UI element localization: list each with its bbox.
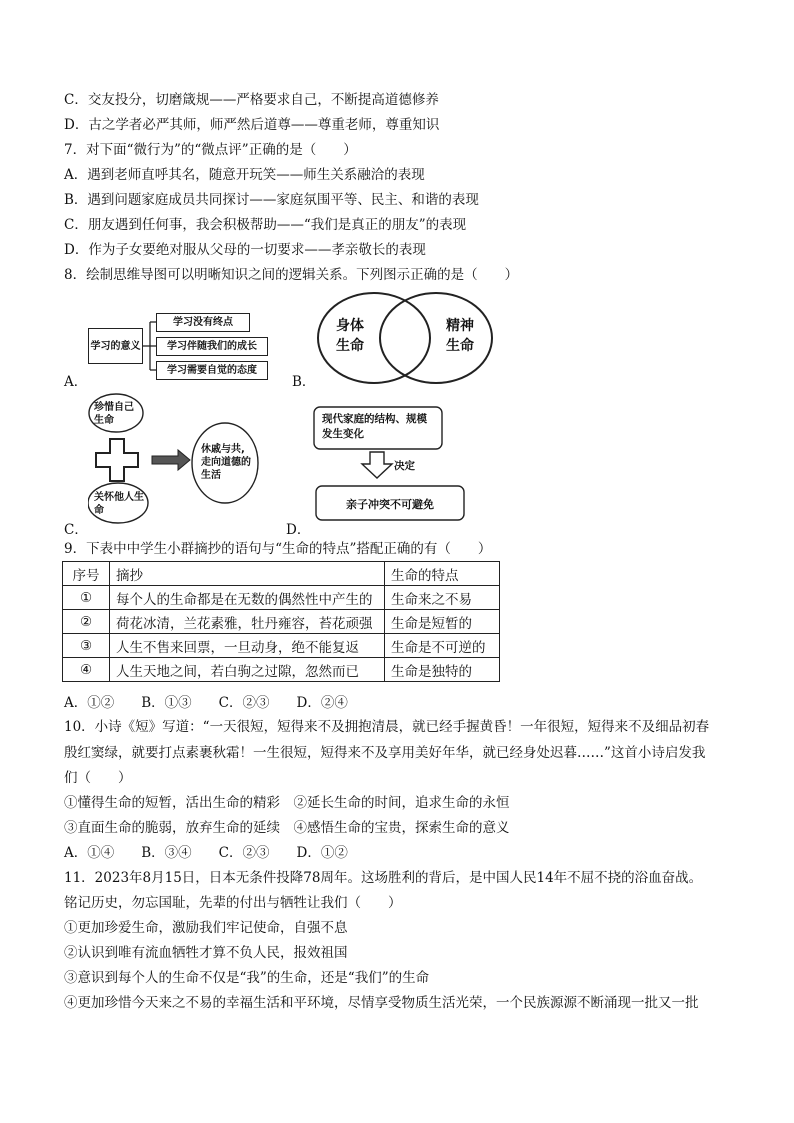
table-cell: 生命是短暂的: [385, 610, 500, 634]
q10-statements-2: ③直面生命的脆弱，放弃生命的延续 ④感悟生命的宝贵，探索生命的意义: [64, 820, 510, 836]
table-cell: 生命是独特的: [385, 658, 500, 682]
table-cell: ③: [63, 634, 110, 658]
table-cell: 荷花冰清，兰花素雅，牡丹雍容，苔花顽强: [110, 610, 385, 634]
q11-statement-1: ①更加珍爱生命，激励我们牢记使命，自强不息: [64, 920, 348, 936]
q8-a-branch-1: 学习没有终点: [156, 313, 250, 332]
q8-a-branch-2: 学习伴随我们的成长: [156, 337, 268, 356]
q7-option-a: A．遇到老师直呼其名，随意开玩笑——师生关系融洽的表现: [64, 167, 425, 183]
table-header-cell: 序号: [63, 562, 110, 586]
q8-c-result: 休戚与共,走向道德的生活: [201, 444, 251, 481]
q8-c-bottom: 关怀他人生命: [94, 492, 144, 516]
q11-statement-3: ③意识到每个人的生命不仅是“我”的生命，还是“我们”的生命: [64, 970, 430, 986]
table-cell: ②: [63, 610, 110, 634]
q8-stem: 8．绘制思维导图可以明晰知识之间的逻辑关系。下列图示正确的是（ ）: [64, 267, 519, 283]
q8-label-b: B．: [292, 374, 316, 390]
q10-options: A．①④ B．③④ C．②③ D．①②: [64, 845, 348, 861]
table-header-row: [63, 562, 500, 586]
table-cell: 人生天地之间，若白驹之过隙，忽然而已: [110, 658, 385, 682]
q8-a-branch-3: 学习需要自觉的态度: [156, 361, 268, 380]
q8-diagram-c: [88, 393, 278, 525]
q8-a-root: 学习的意义: [88, 328, 143, 364]
table-cell: 每个人的生命都是在无数的偶然性中产生的: [110, 586, 385, 610]
table-header-cell: 摘抄: [110, 562, 385, 586]
table-row: [63, 658, 500, 682]
q7-option-b: B．遇到问题家庭成员共同探讨——家庭氛围平等、民主、和谐的表现: [64, 192, 479, 208]
table-cell: 生命来之不易: [385, 586, 500, 610]
q8-d-arrow-label: 决定: [394, 460, 415, 472]
table-row: [63, 586, 500, 610]
q9-table: [62, 561, 500, 682]
q10-stem-line3: 们（ ）: [64, 770, 132, 786]
table-cell: 生命是不可逆的: [385, 634, 500, 658]
q8-label-c: C．: [64, 522, 88, 538]
q8-d-top: 现代家庭的结构、规模发生变化: [322, 413, 427, 440]
q8-d-bottom: 亲子冲突不可避免: [346, 498, 434, 511]
q7-stem: 7．对下面“微行为”的“微点评”正确的是（ ）: [64, 142, 357, 158]
q11-stem-line2: 铭记历史，勿忘国耻，先辈的付出与牺牲让我们（ ）: [64, 895, 402, 911]
q8-diagram-a: [88, 310, 268, 382]
table-cell: ④: [63, 658, 110, 682]
q8-c-top: 珍惜自己生命: [94, 402, 134, 426]
q10-statements-1: ①懂得生命的短暂，活出生命的精彩 ②延长生命的时间，追求生命的永恒: [64, 795, 510, 811]
q10-stem-line1: 10．小诗《短》写道：“一天很短，短得来不及拥抱清晨，就已经手握黄昏！一年很短，短得来不及细品初春: [64, 719, 710, 735]
q10-stem-line2: 殷红窦绿，就要打点素裹秋霜！一生很短，短得来不及享用美好年华，就已经身处迟暮……”这首小诗启发我: [64, 745, 706, 761]
q8-label-a: A．: [64, 374, 88, 390]
q6-option-d: D．古之学者必严其师，师严然后道尊——尊重老师，尊重知识: [64, 117, 440, 133]
q11-statement-2: ②认识到唯有流血牺牲才算不负人民，报效祖国: [64, 945, 348, 961]
table-row: [63, 634, 500, 658]
q8-diagram-d: [308, 404, 478, 526]
q8-b-left-label: 身体生命: [336, 318, 364, 354]
q6-option-c: C．交友投分，切磨箴规——严格要求自己，不断提高道德修养: [64, 92, 439, 108]
q8-label-d: D．: [286, 522, 311, 538]
q7-option-d: D．作为子女要绝对服从父母的一切要求——孝亲敬长的表现: [64, 242, 426, 258]
q9-options: A．①② B．①③ C．②③ D．②④: [64, 695, 348, 711]
q8-b-right-label: 精神生命: [446, 318, 474, 354]
table-cell: ①: [63, 586, 110, 610]
q8-diagram-b: [316, 290, 496, 386]
table-row: [63, 610, 500, 634]
q11-statement-4: ④更加珍惜今天来之不易的幸福生活和平环境，尽情享受物质生活光荣，一个民族源源不断涌现一批又一批: [64, 995, 699, 1011]
q7-option-c: C．朋友遇到任何事，我会积极帮助——“我们是真正的朋友”的表现: [64, 217, 467, 233]
q9-stem: 9．下表中中学生小群摘抄的语句与“生命的特点”搭配正确的有（ ）: [64, 541, 492, 557]
table-cell: 人生不售来回票，一旦动身，绝不能复返: [110, 634, 385, 658]
q11-stem-line1: 11．2023年8月15日，日本无条件投降78周年。这场胜利的背后，是中国人民14年不屈不挠的浴血奋战。: [64, 870, 703, 886]
table-header-cell: 生命的特点: [385, 562, 500, 586]
